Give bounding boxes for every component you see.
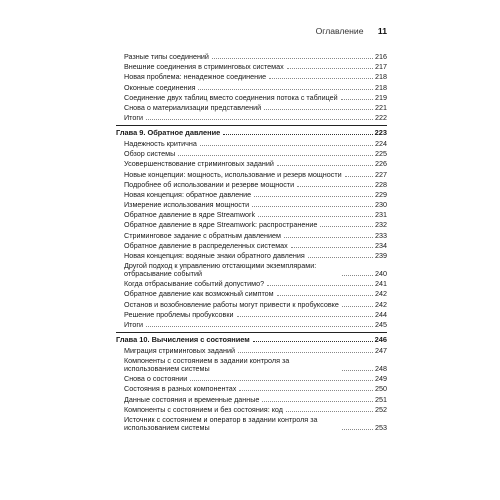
toc-entry-page-number: 222 xyxy=(375,113,387,123)
running-header xyxy=(316,26,387,36)
toc-entry-page-number: 225 xyxy=(375,149,387,159)
toc-section-entry[interactable] xyxy=(116,301,387,309)
dot-leader xyxy=(297,186,373,187)
toc-entry-title: Обратное давление в ядре Streamwork xyxy=(124,210,256,220)
toc-section-entry[interactable] xyxy=(116,262,387,278)
toc-section-entry[interactable] xyxy=(116,150,387,158)
toc-entry-title: Итоги xyxy=(124,113,144,123)
dot-leader xyxy=(146,119,373,120)
toc-entry-title: Подробнее об использовании и резерве мощности xyxy=(124,179,295,189)
toc-entry-page-number: 250 xyxy=(375,384,387,394)
toc-entry-page-number: 248 xyxy=(375,364,387,374)
dot-leader xyxy=(178,155,373,156)
toc-entry-title: Глава 9. Обратное давление xyxy=(116,128,221,138)
toc-entry-page-number: 216 xyxy=(375,52,387,61)
toc-entry-page-number: 219 xyxy=(375,92,387,102)
toc-section-entry[interactable] xyxy=(116,242,387,250)
dot-leader xyxy=(342,306,373,307)
toc-entry-page-number: 226 xyxy=(375,159,387,169)
dot-leader xyxy=(200,145,373,146)
toc-entry-title: Разные типы соединений xyxy=(124,52,209,61)
toc-section-entry[interactable] xyxy=(116,347,387,355)
dot-leader xyxy=(284,237,373,238)
toc-entry-title: Снова о материализации представлений xyxy=(124,102,262,112)
dot-leader xyxy=(342,429,373,430)
toc-section-entry[interactable] xyxy=(116,280,387,288)
running-header-page-number: 11 xyxy=(377,26,387,36)
toc-section-entry[interactable] xyxy=(116,160,387,168)
toc-entry-page-number: 239 xyxy=(375,250,387,260)
toc-entry-title: Глава 10. Вычисления с состоянием xyxy=(116,334,250,344)
toc-entry-page-number: 228 xyxy=(375,179,387,189)
toc-section-entry[interactable] xyxy=(116,252,387,260)
dot-leader xyxy=(223,134,372,135)
toc-entry-title: Другой подход к управлению отстающими экземплярами: отбрасывание событий xyxy=(124,261,317,279)
toc-section-entry[interactable] xyxy=(116,385,387,393)
toc-entry-title: Компоненты с состоянием и без состояния: код xyxy=(124,404,283,414)
toc-entry-page-number: 230 xyxy=(375,200,387,210)
toc-entry-page-number: 246 xyxy=(374,334,387,344)
toc-section-entry[interactable] xyxy=(116,375,387,383)
toc-entry-page-number: 244 xyxy=(375,309,387,319)
toc-section-entry[interactable] xyxy=(116,94,387,102)
toc-entry-title: Надежность критична xyxy=(124,139,197,149)
toc-entry-title: Источник с состоянием и оператор в задании контроля за использованием системы xyxy=(124,414,318,432)
toc-entry-title: Усовершенствование стриминговых заданий xyxy=(124,159,274,169)
dot-leader xyxy=(277,295,373,296)
dot-leader xyxy=(341,99,373,100)
toc-entry-title: Обратное давление в распределенных системах xyxy=(124,240,288,250)
toc-entry-page-number: 241 xyxy=(375,279,387,289)
toc-entry-title: Компоненты с состоянием в задании контроля за использованием системы xyxy=(124,356,290,374)
dot-leader xyxy=(258,216,373,217)
toc-entry-page-number: 223 xyxy=(374,128,387,138)
toc-entry-page-number: 252 xyxy=(375,404,387,414)
dot-leader xyxy=(345,176,373,177)
dot-leader xyxy=(190,380,373,381)
toc-section-entry[interactable] xyxy=(116,416,387,432)
dot-leader xyxy=(269,78,373,79)
dot-leader xyxy=(320,226,373,227)
toc-section-entry[interactable] xyxy=(116,53,387,61)
toc-entry-page-number: 245 xyxy=(375,319,387,329)
running-header-title: Оглавление xyxy=(315,26,364,36)
toc-section-entry[interactable] xyxy=(116,221,387,229)
dot-leader xyxy=(238,352,373,353)
toc-entry-page-number: 218 xyxy=(375,72,387,82)
toc-entry-title: Когда отбрасывание событий допустимо? xyxy=(124,279,265,289)
dot-leader xyxy=(146,326,373,327)
toc-entry-title: Новая концепция: обратное давление xyxy=(124,189,252,199)
toc-section-entry[interactable] xyxy=(116,104,387,112)
dot-leader xyxy=(342,370,373,371)
toc-section-entry[interactable] xyxy=(116,73,387,81)
dot-leader xyxy=(291,247,373,248)
toc-entry-page-number: 231 xyxy=(375,210,387,220)
toc-section-entry[interactable] xyxy=(116,321,387,329)
toc-section-entry[interactable] xyxy=(116,63,387,71)
dot-leader xyxy=(264,109,373,110)
toc-section-entry[interactable] xyxy=(116,114,387,122)
toc-chapter-entry[interactable] xyxy=(116,125,387,137)
toc-entry-title: Новые концепции: мощность, использование и резерв мощности xyxy=(124,169,342,179)
dot-leader xyxy=(253,341,373,342)
toc-entry-title: Оконные соединения xyxy=(124,82,196,92)
toc-section-entry[interactable] xyxy=(116,357,387,373)
toc-section-entry[interactable] xyxy=(116,406,387,414)
toc-entry-page-number: 224 xyxy=(375,139,387,149)
toc-chapter-entry[interactable] xyxy=(116,332,387,344)
toc-entry-title: Миграция стриминговых заданий xyxy=(124,345,235,355)
table-of-contents xyxy=(116,53,387,434)
toc-entry-title: Состояния в разных компонентах xyxy=(124,384,237,394)
dot-leader xyxy=(287,68,373,69)
toc-entry-page-number: 242 xyxy=(375,289,387,299)
dot-leader xyxy=(198,89,373,90)
dot-leader xyxy=(239,390,373,391)
toc-entry-title: Решение проблемы пробуксовки xyxy=(124,309,234,319)
toc-entry-title: Снова о состоянии xyxy=(124,374,188,384)
toc-section-entry[interactable] xyxy=(116,201,387,209)
dot-leader xyxy=(286,411,373,412)
toc-entry-title: Новая проблема: ненадежное соединение xyxy=(124,72,267,82)
dot-leader xyxy=(277,165,373,166)
toc-entry-page-number: 218 xyxy=(375,82,387,92)
toc-section-entry[interactable] xyxy=(116,181,387,189)
toc-section-entry[interactable] xyxy=(116,84,387,92)
dot-leader xyxy=(252,206,373,207)
toc-entry-title: Итоги xyxy=(124,319,144,329)
toc-entry-page-number: 232 xyxy=(375,220,387,230)
toc-section-entry[interactable] xyxy=(116,140,387,148)
toc-entry-title: Стриминговое задание с обратным давлением xyxy=(124,230,281,240)
toc-entry-page-number: 242 xyxy=(375,299,387,309)
toc-entry-page-number: 253 xyxy=(375,422,387,432)
toc-entry-page-number: 217 xyxy=(375,62,387,72)
toc-section-entry[interactable] xyxy=(116,290,387,298)
toc-entry-title: Обратное давление в ядре Streamwork: распространение xyxy=(124,220,318,230)
dot-leader xyxy=(237,316,373,317)
toc-entry-title: Обратное давление как возможный симптом xyxy=(124,289,274,299)
dot-leader xyxy=(267,285,373,286)
toc-section-entry[interactable] xyxy=(116,311,387,319)
toc-entry-title: Останов и возобновление работы могут привести к пробуксовке xyxy=(124,299,339,309)
toc-section-entry[interactable] xyxy=(116,211,387,219)
toc-entry-title: Измерение использования мощности xyxy=(124,200,250,210)
toc-entry-title: Новая концепция: водяные знаки обратного давления xyxy=(124,250,305,260)
toc-section-entry[interactable] xyxy=(116,232,387,240)
toc-entry-page-number: 234 xyxy=(375,240,387,250)
toc-section-entry[interactable] xyxy=(116,191,387,199)
toc-entry-title: Обзор системы xyxy=(124,149,176,159)
toc-section-entry[interactable] xyxy=(116,396,387,404)
toc-entry-title: Соединение двух таблиц вместо соединения потока с таблицей xyxy=(124,92,338,102)
toc-entry-page-number: 249 xyxy=(375,374,387,384)
dot-leader xyxy=(342,275,373,276)
toc-entry-page-number: 251 xyxy=(375,394,387,404)
toc-entry-page-number: 229 xyxy=(375,189,387,199)
dot-leader xyxy=(308,257,373,258)
toc-section-entry[interactable] xyxy=(116,171,387,179)
toc-entry-title: Данные состояния и временные данные xyxy=(124,394,260,404)
toc-entry-page-number: 233 xyxy=(375,230,387,240)
toc-entry-page-number: 247 xyxy=(375,345,387,355)
toc-entry-page-number: 221 xyxy=(375,102,387,112)
dot-leader xyxy=(262,401,373,402)
toc-entry-title: Внешние соединения в стриминговых системах xyxy=(124,62,284,72)
dot-leader xyxy=(254,196,373,197)
dot-leader xyxy=(212,58,373,59)
toc-entry-page-number: 240 xyxy=(375,269,387,279)
toc-entry-page-number: 227 xyxy=(375,169,387,179)
